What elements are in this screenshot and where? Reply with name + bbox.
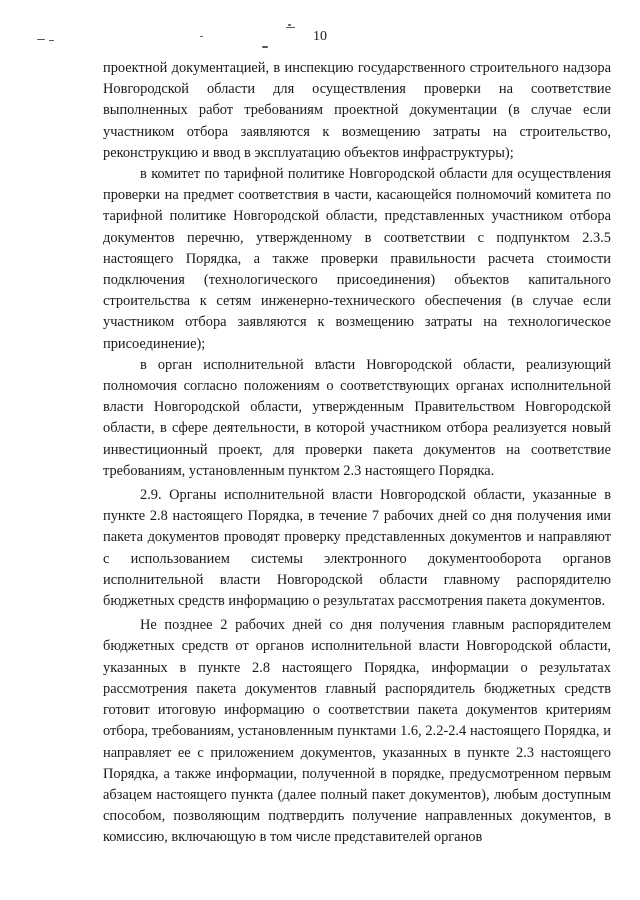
page-number: 10 xyxy=(313,29,327,44)
paragraph-final-information: Не позднее 2 рабочих дней со дня получения главным распорядителем бюджетных средств от органов исполнительной власти Новгородской области, указанных в пункте 2.8 настоящего Порядка, информации о результатах рассмотрения пакета документов главный распорядитель бюджетных средств готовит итоговую информацию о соответствии пакета документов критериям отбора, требованиям, установленным пунктами 1.6, 2.2-2.4 настоящего Порядка, и направляет ее с приложением документов, указанных в пункте 2.3 настоящего Порядка, а также информации, полученной в порядке, предусмотренном первым абзацем настоящего пункта (далее полный пакет документов), любым доступным способом, позволяющим подтвердить получение направленных документов, в комиссию, включающую в том числе представителей органов xyxy=(103,617,611,846)
scan-artifact xyxy=(262,46,268,48)
paragraph-clause-2-9: 2.9. Органы исполнительной власти Новгородской области, указанные в пункте 2.8 настоящего Порядка, в течение 7 рабочих дней со дня получения ими пакета документов проводят проверку представленных документов и направляют с использованием системы электронного документооборота органов исполнительной власти Новгородской области главному распорядителю бюджетных средств информацию о результатах рассмотрения пакета документов. xyxy=(103,487,611,610)
document-body xyxy=(103,58,611,849)
paragraph-continuation: проектной документацией, в инспекцию государственного строительного надзора Новгородской области для осуществления проверки на соответствие выполненных работ требованиям проектной документации (в случае если участником отбора заявляются к возмещению затраты на строительство, реконструкцию и ввод в эксплуатацию объектов инфраструктуры); xyxy=(103,60,611,161)
paragraph-executive-body: в орган исполнительной власти Новгородской области, реализующий полномочия согласно положениям о соответствующих органах исполнительной власти Новгородской области, утвержденным Правительством Новгородской области, в сфере деятельности, в которой участником отбора реализуется новый инвестиционный проект, для проверки пакета документов на соответствие требованиям, установленным пунктом 2.3 настоящего Порядка. xyxy=(103,356,611,479)
paragraph-tariff-committee: в комитет по тарифной политике Новгородской области для осуществления проверки на предмет соответствия в части, касающейся полномочий комитета по тарифной политике Новгородской области, представленных участником отбора документов перечню, утвержденному в соответствии с подпунктом 2.3.5 настоящего Порядка, а также проверки правильности расчета стоимости подключения (технологического присоединения) объектов капитального строительства к сетям инженерно-технического обеспечения (в случае если участником отбора заявляются к возмещению затраты на технологическое присоединение); xyxy=(103,166,611,352)
scan-artifact xyxy=(288,24,291,26)
